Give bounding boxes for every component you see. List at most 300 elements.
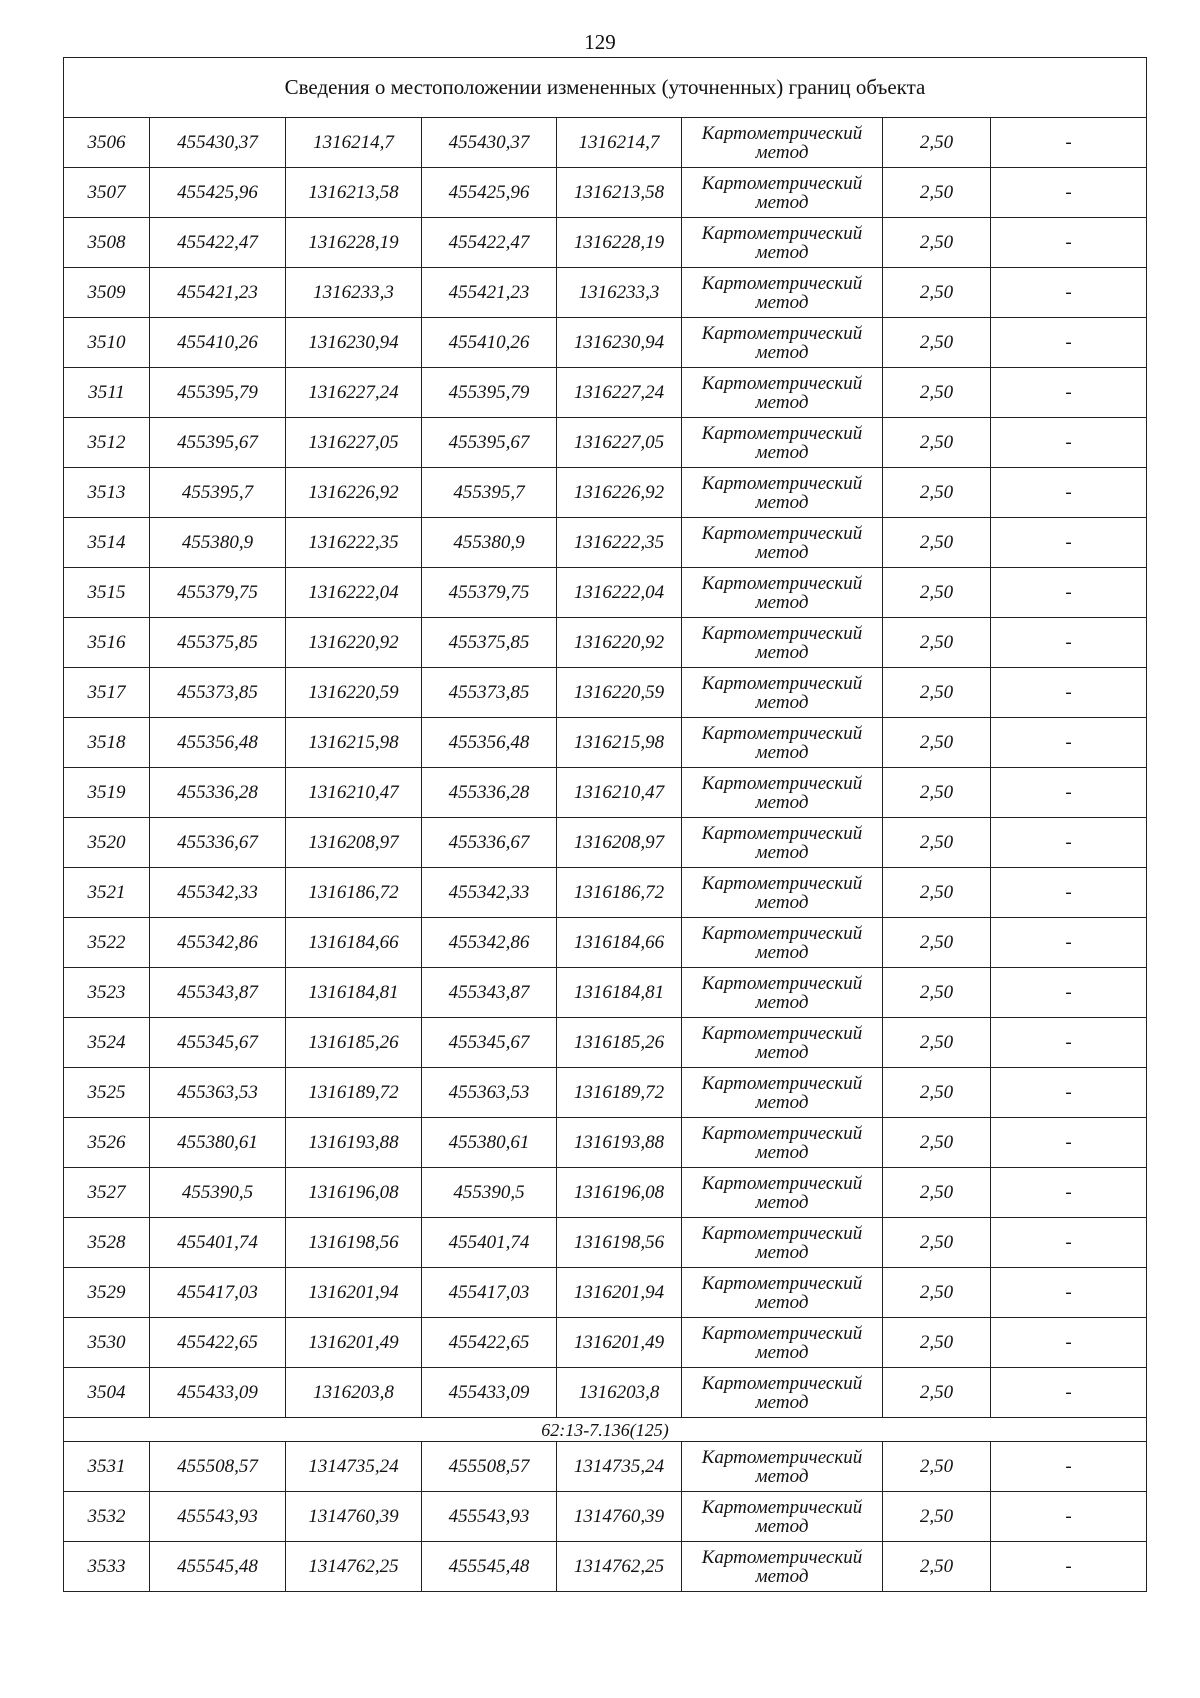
table-row bbox=[64, 668, 1147, 718]
point-number-cell: 3524 bbox=[64, 1018, 150, 1068]
method-line-2: метод bbox=[755, 391, 809, 413]
new-x-cell: 455395,79 bbox=[422, 368, 557, 418]
point-number-cell: 3511 bbox=[64, 368, 150, 418]
point-number-cell: 3518 bbox=[64, 718, 150, 768]
accuracy-cell: 2,50 bbox=[883, 318, 991, 368]
old-y-cell: 1316189,72 bbox=[286, 1068, 422, 1118]
old-y-cell: 1316193,88 bbox=[286, 1118, 422, 1168]
note-cell: - bbox=[991, 1442, 1147, 1492]
method-cell bbox=[682, 1318, 883, 1368]
new-y-cell: 1316228,19 bbox=[557, 218, 682, 268]
note-cell: - bbox=[991, 818, 1147, 868]
note-cell: - bbox=[991, 268, 1147, 318]
table-row bbox=[64, 518, 1147, 568]
method-line-2: метод bbox=[755, 1291, 809, 1313]
method-cell bbox=[682, 1368, 883, 1418]
method-line-1: Картометрический bbox=[701, 822, 863, 844]
new-x-cell: 455356,48 bbox=[422, 718, 557, 768]
new-y-cell: 1316203,8 bbox=[557, 1368, 682, 1418]
note-cell: - bbox=[991, 968, 1147, 1018]
point-number-cell: 3527 bbox=[64, 1168, 150, 1218]
note-cell: - bbox=[991, 118, 1147, 168]
table-row bbox=[64, 418, 1147, 468]
accuracy-cell: 2,50 bbox=[883, 1068, 991, 1118]
new-y-cell: 1316184,81 bbox=[557, 968, 682, 1018]
method-line-1: Картометрический bbox=[701, 372, 863, 394]
section-row bbox=[64, 1418, 1147, 1442]
point-number-cell: 3519 bbox=[64, 768, 150, 818]
new-x-cell: 455417,03 bbox=[422, 1268, 557, 1318]
point-number-cell: 3530 bbox=[64, 1318, 150, 1368]
old-x-cell: 455345,67 bbox=[150, 1018, 286, 1068]
method-line-1: Картометрический bbox=[701, 672, 863, 694]
accuracy-cell: 2,50 bbox=[883, 1442, 991, 1492]
table-row bbox=[64, 1442, 1147, 1492]
point-number-cell: 3509 bbox=[64, 268, 150, 318]
accuracy-cell: 2,50 bbox=[883, 1492, 991, 1542]
method-line-2: метод bbox=[755, 991, 809, 1013]
method-line-1: Картометрический bbox=[701, 1122, 863, 1144]
note-cell: - bbox=[991, 1218, 1147, 1268]
table-row bbox=[64, 768, 1147, 818]
new-x-cell: 455336,67 bbox=[422, 818, 557, 868]
method-line-2: метод bbox=[755, 941, 809, 963]
old-y-cell: 1316184,81 bbox=[286, 968, 422, 1018]
point-number-cell: 3517 bbox=[64, 668, 150, 718]
point-number-cell: 3512 bbox=[64, 418, 150, 468]
method-line-1: Картометрический bbox=[701, 922, 863, 944]
old-x-cell: 455543,93 bbox=[150, 1492, 286, 1542]
method-cell bbox=[682, 668, 883, 718]
method-line-2: метод bbox=[755, 741, 809, 763]
old-y-cell: 1316213,58 bbox=[286, 168, 422, 218]
old-x-cell: 455508,57 bbox=[150, 1442, 286, 1492]
method-line-1: Картометрический bbox=[701, 272, 863, 294]
note-cell: - bbox=[991, 1318, 1147, 1368]
new-y-cell: 1316189,72 bbox=[557, 1068, 682, 1118]
new-x-cell: 455345,67 bbox=[422, 1018, 557, 1068]
new-y-cell: 1316198,56 bbox=[557, 1218, 682, 1268]
old-x-cell: 455342,33 bbox=[150, 868, 286, 918]
accuracy-cell: 2,50 bbox=[883, 668, 991, 718]
point-number-cell: 3513 bbox=[64, 468, 150, 518]
old-x-cell: 455390,5 bbox=[150, 1168, 286, 1218]
accuracy-cell: 2,50 bbox=[883, 918, 991, 968]
note-cell: - bbox=[991, 1268, 1147, 1318]
new-x-cell: 455433,09 bbox=[422, 1368, 557, 1418]
old-x-cell: 455433,09 bbox=[150, 1368, 286, 1418]
old-x-cell: 455356,48 bbox=[150, 718, 286, 768]
method-line-1: Картометрический bbox=[701, 1222, 863, 1244]
table-row bbox=[64, 1492, 1147, 1542]
section-label: 62:13-7.136(125) bbox=[64, 1418, 1147, 1442]
old-x-cell: 455373,85 bbox=[150, 668, 286, 718]
point-number-cell: 3510 bbox=[64, 318, 150, 368]
new-y-cell: 1316220,92 bbox=[557, 618, 682, 668]
page-number: 129 bbox=[584, 30, 616, 54]
method-line-2: метод bbox=[755, 1341, 809, 1363]
method-line-1: Картометрический bbox=[701, 772, 863, 794]
new-y-cell: 1314735,24 bbox=[557, 1442, 682, 1492]
method-line-1: Картометрический bbox=[701, 572, 863, 594]
old-y-cell: 1316227,24 bbox=[286, 368, 422, 418]
method-line-2: метод bbox=[755, 241, 809, 263]
note-cell: - bbox=[991, 1168, 1147, 1218]
old-x-cell: 455343,87 bbox=[150, 968, 286, 1018]
old-y-cell: 1316198,56 bbox=[286, 1218, 422, 1268]
new-x-cell: 455342,86 bbox=[422, 918, 557, 968]
old-x-cell: 455336,28 bbox=[150, 768, 286, 818]
method-line-2: метод bbox=[755, 1191, 809, 1213]
old-y-cell: 1316226,92 bbox=[286, 468, 422, 518]
method-line-2: метод bbox=[755, 341, 809, 363]
point-number-cell: 3515 bbox=[64, 568, 150, 618]
new-x-cell: 455373,85 bbox=[422, 668, 557, 718]
table-row bbox=[64, 718, 1147, 768]
old-y-cell: 1316210,47 bbox=[286, 768, 422, 818]
method-cell bbox=[682, 1068, 883, 1118]
old-y-cell: 1316222,04 bbox=[286, 568, 422, 618]
old-y-cell: 1314762,25 bbox=[286, 1542, 422, 1592]
new-y-cell: 1316208,97 bbox=[557, 818, 682, 868]
table-title: Сведения о местоположении измененных (уточненных) границ объекта bbox=[64, 58, 1147, 118]
method-line-2: метод bbox=[755, 791, 809, 813]
new-x-cell: 455422,65 bbox=[422, 1318, 557, 1368]
old-x-cell: 455336,67 bbox=[150, 818, 286, 868]
new-y-cell: 1316227,05 bbox=[557, 418, 682, 468]
old-y-cell: 1316201,94 bbox=[286, 1268, 422, 1318]
method-line-1: Картометрический bbox=[701, 422, 863, 444]
new-x-cell: 455543,93 bbox=[422, 1492, 557, 1542]
note-cell: - bbox=[991, 1018, 1147, 1068]
old-y-cell: 1316222,35 bbox=[286, 518, 422, 568]
accuracy-cell: 2,50 bbox=[883, 468, 991, 518]
new-x-cell: 455336,28 bbox=[422, 768, 557, 818]
method-line-2: метод bbox=[755, 141, 809, 163]
old-y-cell: 1316215,98 bbox=[286, 718, 422, 768]
old-x-cell: 455422,47 bbox=[150, 218, 286, 268]
old-y-cell: 1316220,92 bbox=[286, 618, 422, 668]
method-cell bbox=[682, 1168, 883, 1218]
method-line-2: метод bbox=[755, 1141, 809, 1163]
table-row bbox=[64, 468, 1147, 518]
new-x-cell: 455380,9 bbox=[422, 518, 557, 568]
method-line-2: метод bbox=[755, 1465, 809, 1487]
accuracy-cell: 2,50 bbox=[883, 1218, 991, 1268]
method-line-2: метод bbox=[755, 1565, 809, 1587]
point-number-cell: 3521 bbox=[64, 868, 150, 918]
table-title-row bbox=[64, 58, 1147, 118]
point-number-cell: 3531 bbox=[64, 1442, 150, 1492]
method-line-1: Картометрический bbox=[701, 1322, 863, 1344]
accuracy-cell: 2,50 bbox=[883, 968, 991, 1018]
method-line-2: метод bbox=[755, 841, 809, 863]
method-cell bbox=[682, 318, 883, 368]
old-x-cell: 455421,23 bbox=[150, 268, 286, 318]
table-row bbox=[64, 118, 1147, 168]
new-y-cell: 1316227,24 bbox=[557, 368, 682, 418]
method-line-1: Картометрический bbox=[701, 122, 863, 144]
coordinates-table bbox=[63, 57, 1147, 1592]
method-line-1: Картометрический bbox=[701, 222, 863, 244]
accuracy-cell: 2,50 bbox=[883, 418, 991, 468]
note-cell: - bbox=[991, 1492, 1147, 1542]
new-x-cell: 455375,85 bbox=[422, 618, 557, 668]
method-line-1: Картометрический bbox=[701, 172, 863, 194]
method-line-1: Картометрический bbox=[701, 1446, 863, 1468]
table-row bbox=[64, 1318, 1147, 1368]
new-x-cell: 455343,87 bbox=[422, 968, 557, 1018]
method-line-2: метод bbox=[755, 641, 809, 663]
table-row bbox=[64, 218, 1147, 268]
point-number-cell: 3520 bbox=[64, 818, 150, 868]
method-cell bbox=[682, 568, 883, 618]
point-number-cell: 3533 bbox=[64, 1542, 150, 1592]
method-cell bbox=[682, 1118, 883, 1168]
accuracy-cell: 2,50 bbox=[883, 1018, 991, 1068]
new-y-cell: 1314762,25 bbox=[557, 1542, 682, 1592]
method-line-2: метод bbox=[755, 541, 809, 563]
table-row bbox=[64, 1368, 1147, 1418]
method-line-1: Картометрический bbox=[701, 722, 863, 744]
accuracy-cell: 2,50 bbox=[883, 1368, 991, 1418]
note-cell: - bbox=[991, 168, 1147, 218]
new-y-cell: 1316184,66 bbox=[557, 918, 682, 968]
old-y-cell: 1316230,94 bbox=[286, 318, 422, 368]
table-row bbox=[64, 368, 1147, 418]
method-line-1: Картометрический bbox=[701, 1496, 863, 1518]
old-y-cell: 1316208,97 bbox=[286, 818, 422, 868]
method-line-2: метод bbox=[755, 491, 809, 513]
table-body bbox=[64, 58, 1147, 1592]
method-cell bbox=[682, 1268, 883, 1318]
old-x-cell: 455425,96 bbox=[150, 168, 286, 218]
old-y-cell: 1314760,39 bbox=[286, 1492, 422, 1542]
method-line-2: метод bbox=[755, 1391, 809, 1413]
new-y-cell: 1316222,35 bbox=[557, 518, 682, 568]
old-x-cell: 455417,03 bbox=[150, 1268, 286, 1318]
old-y-cell: 1316227,05 bbox=[286, 418, 422, 468]
table-row bbox=[64, 1068, 1147, 1118]
note-cell: - bbox=[991, 468, 1147, 518]
method-cell bbox=[682, 418, 883, 468]
table-row bbox=[64, 1268, 1147, 1318]
old-x-cell: 455379,75 bbox=[150, 568, 286, 618]
accuracy-cell: 2,50 bbox=[883, 568, 991, 618]
new-y-cell: 1316201,94 bbox=[557, 1268, 682, 1318]
method-line-1: Картометрический bbox=[701, 1272, 863, 1294]
point-number-cell: 3525 bbox=[64, 1068, 150, 1118]
accuracy-cell: 2,50 bbox=[883, 1118, 991, 1168]
table-row bbox=[64, 268, 1147, 318]
table-row bbox=[64, 968, 1147, 1018]
method-cell bbox=[682, 368, 883, 418]
old-y-cell: 1316228,19 bbox=[286, 218, 422, 268]
point-number-cell: 3514 bbox=[64, 518, 150, 568]
new-y-cell: 1316213,58 bbox=[557, 168, 682, 218]
new-y-cell: 1316230,94 bbox=[557, 318, 682, 368]
new-x-cell: 455421,23 bbox=[422, 268, 557, 318]
old-x-cell: 455363,53 bbox=[150, 1068, 286, 1118]
new-x-cell: 455390,5 bbox=[422, 1168, 557, 1218]
note-cell: - bbox=[991, 1368, 1147, 1418]
old-x-cell: 455401,74 bbox=[150, 1218, 286, 1268]
method-line-1: Картометрический bbox=[701, 1072, 863, 1094]
new-y-cell: 1316222,04 bbox=[557, 568, 682, 618]
method-line-1: Картометрический bbox=[701, 1372, 863, 1394]
old-x-cell: 455410,26 bbox=[150, 318, 286, 368]
table-row bbox=[64, 818, 1147, 868]
table-row bbox=[64, 1542, 1147, 1592]
table-row bbox=[64, 868, 1147, 918]
point-number-cell: 3516 bbox=[64, 618, 150, 668]
new-y-cell: 1316226,92 bbox=[557, 468, 682, 518]
point-number-cell: 3532 bbox=[64, 1492, 150, 1542]
old-y-cell: 1316220,59 bbox=[286, 668, 422, 718]
method-cell bbox=[682, 268, 883, 318]
old-y-cell: 1316201,49 bbox=[286, 1318, 422, 1368]
accuracy-cell: 2,50 bbox=[883, 368, 991, 418]
new-y-cell: 1316193,88 bbox=[557, 1118, 682, 1168]
new-y-cell: 1314760,39 bbox=[557, 1492, 682, 1542]
point-number-cell: 3529 bbox=[64, 1268, 150, 1318]
point-number-cell: 3506 bbox=[64, 118, 150, 168]
old-y-cell: 1316196,08 bbox=[286, 1168, 422, 1218]
method-line-2: метод bbox=[755, 591, 809, 613]
new-y-cell: 1316201,49 bbox=[557, 1318, 682, 1368]
method-cell bbox=[682, 118, 883, 168]
method-line-1: Картометрический bbox=[701, 1022, 863, 1044]
note-cell: - bbox=[991, 1542, 1147, 1592]
table-row bbox=[64, 1168, 1147, 1218]
table-row bbox=[64, 1018, 1147, 1068]
table-row bbox=[64, 318, 1147, 368]
old-y-cell: 1316186,72 bbox=[286, 868, 422, 918]
note-cell: - bbox=[991, 1068, 1147, 1118]
method-line-2: метод bbox=[755, 441, 809, 463]
method-line-2: метод bbox=[755, 1515, 809, 1537]
method-line-1: Картометрический bbox=[701, 622, 863, 644]
old-y-cell: 1316233,3 bbox=[286, 268, 422, 318]
method-cell bbox=[682, 968, 883, 1018]
accuracy-cell: 2,50 bbox=[883, 218, 991, 268]
old-x-cell: 455395,79 bbox=[150, 368, 286, 418]
new-y-cell: 1316220,59 bbox=[557, 668, 682, 718]
new-x-cell: 455422,47 bbox=[422, 218, 557, 268]
old-x-cell: 455545,48 bbox=[150, 1542, 286, 1592]
method-line-2: метод bbox=[755, 1091, 809, 1113]
note-cell: - bbox=[991, 1118, 1147, 1168]
point-number-cell: 3526 bbox=[64, 1118, 150, 1168]
method-line-1: Картометрический bbox=[701, 972, 863, 994]
point-number-cell: 3507 bbox=[64, 168, 150, 218]
note-cell: - bbox=[991, 218, 1147, 268]
note-cell: - bbox=[991, 868, 1147, 918]
old-x-cell: 455380,9 bbox=[150, 518, 286, 568]
method-line-1: Картометрический bbox=[701, 322, 863, 344]
method-cell bbox=[682, 468, 883, 518]
new-x-cell: 455410,26 bbox=[422, 318, 557, 368]
new-y-cell: 1316196,08 bbox=[557, 1168, 682, 1218]
note-cell: - bbox=[991, 418, 1147, 468]
table-row bbox=[64, 618, 1147, 668]
old-y-cell: 1316214,7 bbox=[286, 118, 422, 168]
new-x-cell: 455395,67 bbox=[422, 418, 557, 468]
method-cell bbox=[682, 818, 883, 868]
new-y-cell: 1316186,72 bbox=[557, 868, 682, 918]
method-cell bbox=[682, 1442, 883, 1492]
note-cell: - bbox=[991, 518, 1147, 568]
method-line-2: метод bbox=[755, 191, 809, 213]
method-cell bbox=[682, 918, 883, 968]
old-x-cell: 455375,85 bbox=[150, 618, 286, 668]
new-x-cell: 455508,57 bbox=[422, 1442, 557, 1492]
table-row bbox=[64, 918, 1147, 968]
method-cell bbox=[682, 1018, 883, 1068]
note-cell: - bbox=[991, 718, 1147, 768]
new-x-cell: 455545,48 bbox=[422, 1542, 557, 1592]
method-cell bbox=[682, 618, 883, 668]
method-line-1: Картометрический bbox=[701, 1172, 863, 1194]
method-line-2: метод bbox=[755, 891, 809, 913]
note-cell: - bbox=[991, 668, 1147, 718]
point-number-cell: 3522 bbox=[64, 918, 150, 968]
method-line-2: метод bbox=[755, 1241, 809, 1263]
method-line-2: метод bbox=[755, 1041, 809, 1063]
method-cell bbox=[682, 168, 883, 218]
accuracy-cell: 2,50 bbox=[883, 1168, 991, 1218]
note-cell: - bbox=[991, 918, 1147, 968]
note-cell: - bbox=[991, 768, 1147, 818]
method-cell bbox=[682, 1492, 883, 1542]
table-row bbox=[64, 1118, 1147, 1168]
old-x-cell: 455430,37 bbox=[150, 118, 286, 168]
table-row bbox=[64, 168, 1147, 218]
accuracy-cell: 2,50 bbox=[883, 1318, 991, 1368]
new-x-cell: 455342,33 bbox=[422, 868, 557, 918]
method-line-1: Картометрический bbox=[701, 872, 863, 894]
new-y-cell: 1316233,3 bbox=[557, 268, 682, 318]
new-x-cell: 455395,7 bbox=[422, 468, 557, 518]
new-y-cell: 1316215,98 bbox=[557, 718, 682, 768]
method-cell bbox=[682, 768, 883, 818]
new-y-cell: 1316210,47 bbox=[557, 768, 682, 818]
method-line-1: Картометрический bbox=[701, 472, 863, 494]
old-x-cell: 455422,65 bbox=[150, 1318, 286, 1368]
method-cell bbox=[682, 1542, 883, 1592]
point-number-cell: 3523 bbox=[64, 968, 150, 1018]
point-number-cell: 3528 bbox=[64, 1218, 150, 1268]
new-y-cell: 1316185,26 bbox=[557, 1018, 682, 1068]
old-x-cell: 455342,86 bbox=[150, 918, 286, 968]
old-x-cell: 455395,67 bbox=[150, 418, 286, 468]
old-y-cell: 1316203,8 bbox=[286, 1368, 422, 1418]
old-y-cell: 1314735,24 bbox=[286, 1442, 422, 1492]
accuracy-cell: 2,50 bbox=[883, 1268, 991, 1318]
new-x-cell: 455379,75 bbox=[422, 568, 557, 618]
accuracy-cell: 2,50 bbox=[883, 818, 991, 868]
table-row bbox=[64, 1218, 1147, 1268]
new-x-cell: 455363,53 bbox=[422, 1068, 557, 1118]
method-cell bbox=[682, 718, 883, 768]
note-cell: - bbox=[991, 318, 1147, 368]
accuracy-cell: 2,50 bbox=[883, 718, 991, 768]
method-cell bbox=[682, 518, 883, 568]
new-x-cell: 455401,74 bbox=[422, 1218, 557, 1268]
note-cell: - bbox=[991, 568, 1147, 618]
old-x-cell: 455395,7 bbox=[150, 468, 286, 518]
old-x-cell: 455380,61 bbox=[150, 1118, 286, 1168]
